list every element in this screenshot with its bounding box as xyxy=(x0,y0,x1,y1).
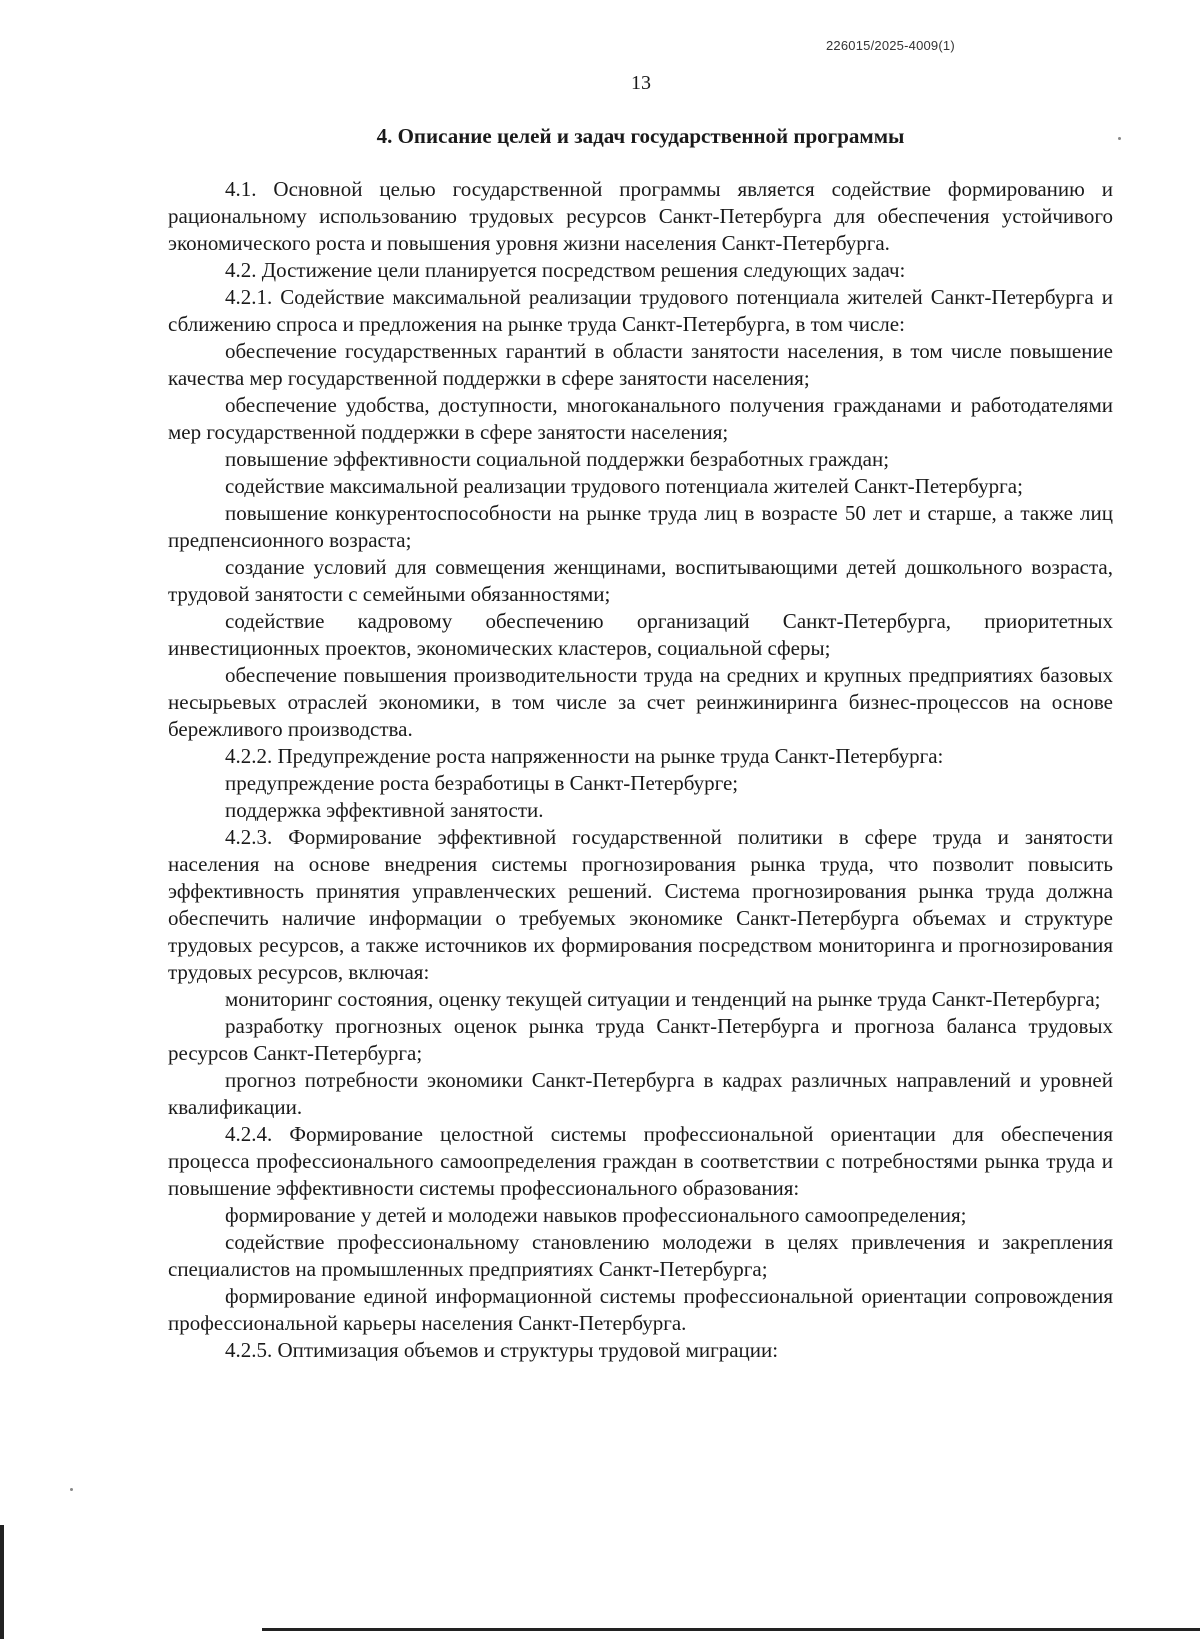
paragraph: мониторинг состояния, оценку текущей ситуации и тенденций на рынке труда Санкт-Петербурга; xyxy=(225,987,1101,1011)
paragraph: обеспечение удобства, доступности, многоканального получения гражданами и работодателями мер государственной поддержки в сфере занятости населения; xyxy=(168,393,1113,444)
paragraph: разработку прогнозных оценок рынка труда Санкт-Петербурга и прогноза баланса трудовых ресурсов Санкт-Петербурга; xyxy=(168,1014,1113,1065)
paragraph: содействие профессиональному становлению молодежи в целях привлечения и закрепления специалистов на промышленных предприятиях Санкт-Петербурга; xyxy=(168,1230,1113,1281)
scan-speck xyxy=(1118,137,1121,140)
page-number: 13 xyxy=(631,72,651,94)
paragraph: 4.2.2. Предупреждение роста напряженности на рынке труда Санкт-Петербурга: xyxy=(225,744,944,768)
paragraph: повышение эффективности социальной поддержки безработных граждан; xyxy=(225,447,890,471)
document-id: 226015/2025-4009(1) xyxy=(826,38,955,53)
document-body xyxy=(168,176,1113,1364)
scan-bottom-edge xyxy=(262,1628,1200,1631)
paragraph: формирование единой информационной системы профессиональной ориентации сопровождения профессиональной карьеры населения Санкт-Петербурга. xyxy=(168,1284,1113,1335)
paragraph: 4.2.3. Формирование эффективной государственной политики в сфере труда и занятости населения на основе внедрения системы прогнозирования рынка труда, что позволит повысить эффективность принятия управленческих решений. Система прогнозирования рынка труда должна обеспечить наличие информации о требуемых экономике Санкт-Петербурга объемах и структуре трудовых ресурсов, а также источников их формирования посредством мониторинга и прогнозирования трудовых ресурсов, включая: xyxy=(168,825,1113,984)
paragraph: поддержка эффективной занятости. xyxy=(225,798,544,822)
paragraph: 4.2.5. Оптимизация объемов и структуры трудовой миграции: xyxy=(225,1338,779,1362)
paragraph: обеспечение государственных гарантий в области занятости населения, в том числе повышение качества мер государственной поддержки в сфере занятости населения; xyxy=(168,339,1113,390)
paragraph: 4.2.4. Формирование целостной системы профессиональной ориентации для обеспечения процесса профессионального самоопределения граждан в соответствии с потребностями рынка труда и повышение эффективности системы профессионального образования: xyxy=(168,1122,1113,1200)
paragraph: создание условий для совмещения женщинами, воспитывающими детей дошкольного возраста, трудовой занятости с семейными обязанностями; xyxy=(168,555,1113,606)
paragraph: обеспечение повышения производительности труда на средних и крупных предприятиях базовых несырьевых отраслей экономики, в том числе за счет реинжиниринга бизнес-процессов на основе бережливого производства. xyxy=(168,663,1113,741)
paragraph: 4.1. Основной целью государственной программы является содействие формированию и рациональному использованию трудовых ресурсов Санкт-Петербурга для обеспечения устойчивого экономического роста и повышения уровня жизни населения Санкт-Петербурга. xyxy=(168,177,1113,255)
section-title: 4. Описание целей и задач государственной программы xyxy=(376,124,905,148)
paragraph: прогноз потребности экономики Санкт-Петербурга в кадрах различных направлений и уровней квалификации. xyxy=(168,1068,1113,1119)
paragraph: предупреждение роста безработицы в Санкт-Петербурге; xyxy=(225,771,739,795)
scan-speck xyxy=(70,1488,73,1491)
paragraph: 4.2. Достижение цели планируется посредством решения следующих задач: xyxy=(225,258,906,282)
paragraph: содействие кадровому обеспечению организаций Санкт-Петербурга, приоритетных инвестиционных проектов, экономических кластеров, социальной сферы; xyxy=(168,609,1113,660)
paragraph: 4.2.1. Содействие максимальной реализации трудового потенциала жителей Санкт-Петербурга и сближению спроса и предложения на рынке труда Санкт-Петербурга, в том числе: xyxy=(168,285,1113,336)
paragraph: содействие максимальной реализации трудового потенциала жителей Санкт-Петербурга; xyxy=(225,474,1023,498)
paragraph: формирование у детей и молодежи навыков профессионального самоопределения; xyxy=(225,1203,967,1227)
paragraph: повышение конкурентоспособности на рынке труда лиц в возрасте 50 лет и старше, а также лиц предпенсионного возраста; xyxy=(168,501,1113,552)
scan-edge-mark xyxy=(0,1525,4,1639)
